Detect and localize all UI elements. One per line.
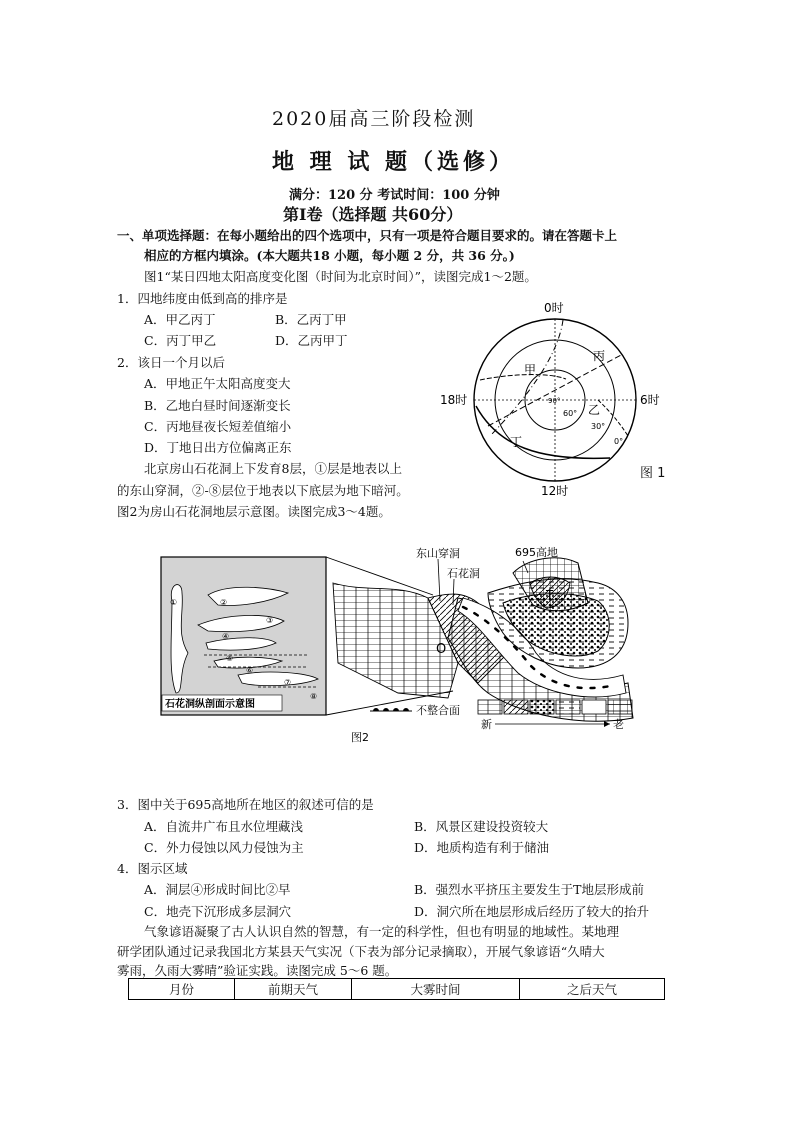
- q4-option-c[interactable]: C．地壳下沉形成多层洞穴: [144, 904, 292, 919]
- inset-layer-4: ④: [222, 632, 230, 641]
- exam-subtitle: 地 理 试 题（选修）: [272, 149, 515, 175]
- q1-option-d[interactable]: D．乙丙甲丁: [275, 333, 348, 348]
- q3-option-b[interactable]: B．风景区建设投资较大: [414, 819, 549, 834]
- q3-option-c[interactable]: C．外力侵蚀以风力侵蚀为主: [144, 840, 304, 855]
- fig2-label-new: 新: [481, 718, 492, 731]
- table-header-prior-weather: 前期天气: [235, 979, 352, 1000]
- inset-layer-5: ⑤: [226, 654, 234, 663]
- q2-option-a[interactable]: A．甲地正午太阳高度变大: [144, 376, 291, 391]
- q1-option-c[interactable]: C．丙丁甲乙: [144, 333, 217, 348]
- fig1-label-0deg: 0°: [614, 437, 624, 446]
- q3-stem: 3．图中关于695高地所在地区的叙述可信的是: [117, 797, 374, 812]
- fig2-label-shihua: 石花洞: [447, 567, 480, 580]
- q2-option-b[interactable]: B．乙地白昼时间逐渐变长: [144, 398, 291, 413]
- fig1-label-bing: 丙: [593, 349, 606, 363]
- table-header-fog-time: 大雾时间: [352, 979, 520, 1000]
- fig1-sun-altitude-diagram: [438, 296, 668, 498]
- fig2-caption: 图2: [351, 731, 369, 744]
- table-header-month: 月份: [129, 979, 235, 1000]
- q4-stem: 4．图示区域: [117, 861, 188, 876]
- fig1-label-jia: 甲: [524, 363, 537, 377]
- fig1-label-30: 30°: [591, 422, 606, 431]
- fig2-label-695: 695高地: [515, 546, 558, 559]
- q4-option-d[interactable]: D．洞穴所在地层形成后经历了较大的抬升: [414, 904, 650, 919]
- fig2-label-T: T: [546, 588, 554, 602]
- fig2-label-old: 老: [613, 718, 624, 731]
- fig2-label-dongshan: 东山穿洞: [416, 547, 460, 560]
- fig1-label-6h: 6时: [640, 393, 660, 407]
- passage2-line1: 北京房山石花洞上下发育8层，①层是地表以上: [144, 461, 402, 476]
- passage2-line2: 的东山穿洞，②-⑧层位于地表以下底层为地下暗河。: [117, 483, 409, 498]
- q1-option-b[interactable]: B．乙丙丁甲: [275, 312, 347, 327]
- inset-layer-6: ⑥: [246, 666, 254, 675]
- q3-option-d[interactable]: D．地质构造有利于储油: [414, 840, 550, 855]
- part-title: 第Ⅰ卷（选择题 共60分）: [283, 205, 463, 224]
- passage3-line3: 雾雨，久雨大雾晴”验证实践。读图完成 5～6 题。: [117, 963, 398, 978]
- table-header-after-weather: 之后天气: [520, 979, 665, 1000]
- passage3-line2: 研学团队通过记录我国北方某县天气实况（下表为部分记录摘取），开展气象谚语“久晴大: [117, 944, 605, 959]
- fig1-label-0h: 0时: [544, 301, 564, 315]
- fig2-strata-diagram: [158, 543, 658, 758]
- q3-option-a[interactable]: A．自流井广布且水位埋藏浅: [144, 819, 304, 834]
- fig1-lead: 图1“某日四地太阳高度变化图（时间为北京时间）”，读图完成1～2题。: [144, 269, 537, 284]
- fig1-label-yi: 乙: [588, 403, 601, 417]
- inset-layer-7: ⑦: [284, 678, 292, 687]
- section-intro-line2: 相应的方框内填涂。(本大题共18 小题，每小题 2 分，共 36 分。): [144, 248, 515, 263]
- fig2-label-O: O: [436, 642, 447, 657]
- fig2-label-unconformity: 不整合面: [416, 704, 460, 717]
- inset-caption: 石花洞纵剖面示意图: [165, 699, 255, 710]
- exam-title: 2020届高三阶段检测: [272, 108, 476, 130]
- passage3-line1: 气象谚语凝聚了古人认识自然的智慧，有一定的科学性，但也有明显的地域性。某地理: [144, 924, 620, 939]
- fig1-label-ding: 丁: [510, 435, 523, 449]
- inset-layer-8: ⑧: [310, 692, 318, 701]
- fig1-label-18h: 18时: [440, 393, 468, 407]
- exam-meta: 满分：120 分 考试时间：100 分钟: [289, 188, 500, 203]
- weather-table: [128, 978, 665, 1000]
- inset-layer-2: ②: [220, 598, 228, 607]
- q2-stem: 2．该日一个月以后: [117, 355, 225, 370]
- section-intro-line1: 一、单项选择题：在每小题给出的四个选项中，只有一项是符合题目要求的。请在答题卡上: [117, 228, 618, 243]
- q1-option-a[interactable]: A．甲乙丙丁: [144, 312, 216, 327]
- fig1-label-60: 60°: [563, 409, 578, 418]
- q2-option-c[interactable]: C．丙地昼夜长短差值缩小: [144, 419, 292, 434]
- q4-option-b[interactable]: B．强烈水平挤压主要发生于T地层形成前: [414, 882, 645, 897]
- q2-option-d[interactable]: D．丁地日出方位偏离正东: [144, 440, 292, 455]
- q4-option-a[interactable]: A．洞层④形成时间比②早: [144, 882, 291, 897]
- inset-layer-1: ①: [170, 598, 178, 607]
- table-header-row: [129, 979, 665, 1000]
- fig1-label-12h: 12时: [541, 484, 569, 498]
- passage2-line3: 图2为房山石花洞地层示意图。读图完成3～4题。: [117, 504, 391, 519]
- fig1-label-90: 90°: [548, 397, 561, 405]
- q1-stem: 1．四地纬度由低到高的排序是: [117, 291, 288, 306]
- fig1-caption: 图 1: [640, 466, 666, 481]
- inset-layer-3: ③: [266, 616, 274, 625]
